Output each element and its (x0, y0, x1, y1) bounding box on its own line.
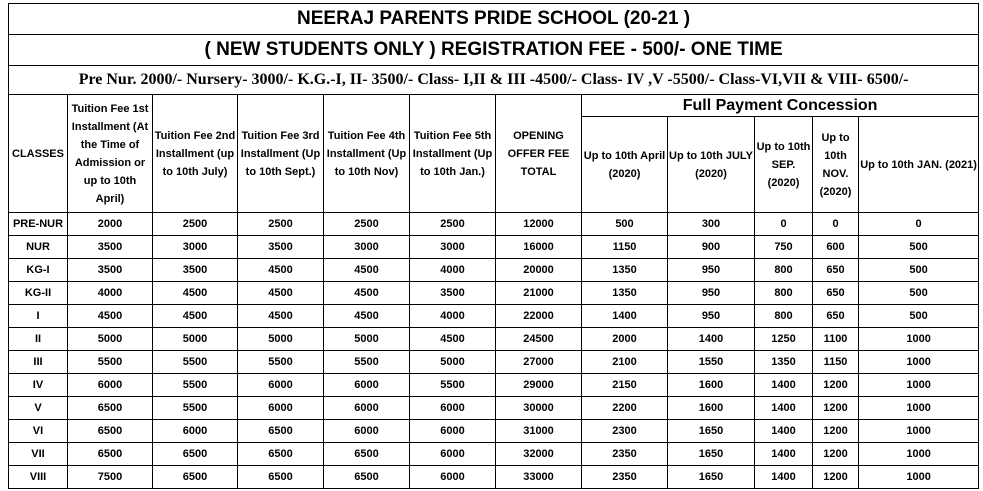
concession-april-cell[interactable]: 2300 (582, 420, 668, 443)
concession-sep-cell[interactable]: 1350 (755, 351, 813, 374)
concession-jan-cell[interactable]: 500 (859, 259, 979, 282)
class-label-cell[interactable]: II (9, 328, 68, 351)
class-label-cell[interactable]: PRE-NUR (9, 213, 68, 236)
tuition-5-cell[interactable]: 5500 (410, 374, 496, 397)
concession-july-cell[interactable]: 1600 (668, 374, 755, 397)
table-row (9, 259, 979, 282)
concession-sep-cell[interactable]: 1400 (755, 420, 813, 443)
concession-sep-cell[interactable]: 1400 (755, 443, 813, 466)
opening-total-cell[interactable]: 31000 (496, 420, 582, 443)
concession-april-cell[interactable]: 1350 (582, 282, 668, 305)
tuition-2-cell[interactable]: 6500 (153, 443, 238, 466)
tuition-2-cell[interactable]: 5000 (153, 328, 238, 351)
concession-nov-cell[interactable]: 1200 (813, 443, 859, 466)
table-row (9, 443, 979, 466)
header-full-payment-concession[interactable]: Full Payment Concession (582, 95, 979, 117)
tuition-5-cell[interactable]: 3000 (410, 236, 496, 259)
class-label-cell[interactable]: NUR (9, 236, 68, 259)
concession-july-cell[interactable]: 1650 (668, 443, 755, 466)
concession-april-cell[interactable]: 2350 (582, 466, 668, 489)
header-concession-jan[interactable]: Up to 10th JAN. (2021) (859, 117, 979, 213)
table-row (9, 236, 979, 259)
tuition-4-cell[interactable]: 6000 (324, 397, 410, 420)
concession-nov-cell[interactable]: 1150 (813, 351, 859, 374)
concession-jan-cell[interactable]: 1000 (859, 466, 979, 489)
tuition-1-cell[interactable]: 6000 (68, 374, 153, 397)
class-label-cell[interactable]: KG-II (9, 282, 68, 305)
tuition-1-cell[interactable]: 6500 (68, 443, 153, 466)
table-row (9, 351, 979, 374)
concession-july-cell[interactable]: 300 (668, 213, 755, 236)
tuition-5-cell[interactable]: 6000 (410, 443, 496, 466)
opening-total-cell[interactable]: 30000 (496, 397, 582, 420)
header-tuition-2[interactable]: Tuition Fee 2nd Installment (up to 10th July) (153, 95, 238, 213)
tuition-3-cell[interactable]: 5000 (238, 328, 324, 351)
concession-april-cell[interactable]: 2100 (582, 351, 668, 374)
class-label-cell[interactable]: KG-I (9, 259, 68, 282)
tuition-4-cell[interactable]: 4500 (324, 305, 410, 328)
class-label-cell[interactable]: I (9, 305, 68, 328)
school-title[interactable]: NEERAJ PARENTS PRIDE SCHOOL (20-21 ) (9, 4, 979, 35)
opening-total-cell[interactable]: 20000 (496, 259, 582, 282)
concession-jan-cell[interactable]: 1000 (859, 443, 979, 466)
table-row (9, 397, 979, 420)
concession-nov-cell[interactable]: 1200 (813, 397, 859, 420)
concession-nov-cell[interactable]: 1200 (813, 374, 859, 397)
tuition-4-cell[interactable]: 4500 (324, 282, 410, 305)
class-wise-fee-line[interactable]: Pre Nur. 2000/- Nursery- 3000/- K.G.-I, II- 3500/- Class- I,II & III -4500/- Class- IV ,V -5500/- Class-VI,VII & VIII- 6500/- (9, 66, 979, 95)
fee-structure-table (8, 3, 979, 489)
tuition-2-cell[interactable]: 5500 (153, 397, 238, 420)
concession-july-cell[interactable]: 900 (668, 236, 755, 259)
concession-april-cell[interactable]: 1350 (582, 259, 668, 282)
tuition-4-cell[interactable]: 2500 (324, 213, 410, 236)
concession-sep-cell[interactable]: 1400 (755, 397, 813, 420)
concession-april-cell[interactable]: 2000 (582, 328, 668, 351)
concession-jan-cell[interactable]: 500 (859, 282, 979, 305)
tuition-4-cell[interactable]: 5000 (324, 328, 410, 351)
concession-july-cell[interactable]: 950 (668, 259, 755, 282)
concession-sep-cell[interactable]: 1400 (755, 374, 813, 397)
concession-nov-cell[interactable]: 600 (813, 236, 859, 259)
concession-nov-cell[interactable]: 0 (813, 213, 859, 236)
tuition-3-cell[interactable]: 4500 (238, 305, 324, 328)
tuition-5-cell[interactable]: 5000 (410, 351, 496, 374)
tuition-4-cell[interactable]: 6000 (324, 374, 410, 397)
concession-jan-cell[interactable]: 1000 (859, 374, 979, 397)
concession-april-cell[interactable]: 2150 (582, 374, 668, 397)
opening-total-cell[interactable]: 21000 (496, 282, 582, 305)
concession-nov-cell[interactable]: 650 (813, 305, 859, 328)
table-row (9, 328, 979, 351)
concession-nov-cell[interactable]: 1200 (813, 466, 859, 489)
concession-april-cell[interactable]: 1400 (582, 305, 668, 328)
concession-sep-cell[interactable]: 800 (755, 259, 813, 282)
tuition-1-cell[interactable]: 5500 (68, 351, 153, 374)
table-row (9, 305, 979, 328)
concession-april-cell[interactable]: 2350 (582, 443, 668, 466)
class-label-cell[interactable]: III (9, 351, 68, 374)
concession-sep-cell[interactable]: 1400 (755, 466, 813, 489)
concession-july-cell[interactable]: 1600 (668, 397, 755, 420)
concession-nov-cell[interactable]: 1100 (813, 328, 859, 351)
concession-jan-cell[interactable]: 500 (859, 236, 979, 259)
concession-sep-cell[interactable]: 800 (755, 282, 813, 305)
concession-jan-cell[interactable]: 1000 (859, 328, 979, 351)
opening-total-cell[interactable]: 27000 (496, 351, 582, 374)
concession-april-cell[interactable]: 500 (582, 213, 668, 236)
tuition-4-cell[interactable]: 6500 (324, 466, 410, 489)
tuition-3-cell[interactable]: 6500 (238, 466, 324, 489)
opening-total-cell[interactable]: 16000 (496, 236, 582, 259)
concession-nov-cell[interactable]: 650 (813, 259, 859, 282)
tuition-5-cell[interactable]: 3500 (410, 282, 496, 305)
tuition-2-cell[interactable]: 4500 (153, 282, 238, 305)
concession-jan-cell[interactable]: 1000 (859, 397, 979, 420)
table-row (9, 466, 979, 489)
tuition-2-cell[interactable]: 2500 (153, 213, 238, 236)
registration-fee-note[interactable]: ( NEW STUDENTS ONLY ) REGISTRATION FEE - 500/- ONE TIME (9, 35, 979, 66)
class-label-cell[interactable]: VII (9, 443, 68, 466)
tuition-3-cell[interactable]: 4500 (238, 259, 324, 282)
header-opening-offer-total[interactable]: OPENING OFFER FEE TOTAL (496, 95, 582, 213)
tuition-5-cell[interactable]: 2500 (410, 213, 496, 236)
tuition-5-cell[interactable]: 6000 (410, 466, 496, 489)
tuition-3-cell[interactable]: 3500 (238, 236, 324, 259)
concession-sep-cell[interactable]: 800 (755, 305, 813, 328)
concession-july-cell[interactable]: 1550 (668, 351, 755, 374)
tuition-4-cell[interactable]: 6000 (324, 420, 410, 443)
header-concession-july[interactable]: Up to 10th JULY (2020) (668, 117, 755, 213)
concession-july-cell[interactable]: 1650 (668, 466, 755, 489)
registration-row (9, 35, 979, 66)
opening-total-cell[interactable]: 33000 (496, 466, 582, 489)
concession-april-cell[interactable]: 2200 (582, 397, 668, 420)
header-tuition-3[interactable]: Tuition Fee 3rd Installment (Up to 10th Sept.) (238, 95, 324, 213)
concession-april-cell[interactable]: 1150 (582, 236, 668, 259)
opening-total-cell[interactable]: 22000 (496, 305, 582, 328)
concession-sep-cell[interactable]: 0 (755, 213, 813, 236)
header-concession-sep[interactable]: Up to 10th SEP. (2020) (755, 117, 813, 213)
tuition-2-cell[interactable]: 3500 (153, 259, 238, 282)
tuition-1-cell[interactable]: 6500 (68, 420, 153, 443)
tuition-1-cell[interactable]: 3500 (68, 236, 153, 259)
concession-july-cell[interactable]: 1400 (668, 328, 755, 351)
tuition-5-cell[interactable]: 4000 (410, 259, 496, 282)
class-label-cell[interactable]: VI (9, 420, 68, 443)
concession-july-cell[interactable]: 950 (668, 305, 755, 328)
tuition-4-cell[interactable]: 3000 (324, 236, 410, 259)
tuition-3-cell[interactable]: 4500 (238, 282, 324, 305)
tuition-4-cell[interactable]: 4500 (324, 259, 410, 282)
table-row (9, 374, 979, 397)
opening-total-cell[interactable]: 12000 (496, 213, 582, 236)
tuition-1-cell[interactable]: 3500 (68, 259, 153, 282)
class-label-cell[interactable]: V (9, 397, 68, 420)
concession-sep-cell[interactable]: 1250 (755, 328, 813, 351)
tuition-1-cell[interactable]: 5000 (68, 328, 153, 351)
tuition-4-cell[interactable]: 5500 (324, 351, 410, 374)
class-label-cell[interactable]: VIII (9, 466, 68, 489)
header-tuition-1[interactable]: Tuition Fee 1st Installment (At the Time of Admission or up to 10th April) (68, 95, 153, 213)
concession-jan-cell[interactable]: 0 (859, 213, 979, 236)
tuition-1-cell[interactable]: 4500 (68, 305, 153, 328)
tuition-1-cell[interactable]: 7500 (68, 466, 153, 489)
tuition-2-cell[interactable]: 5500 (153, 374, 238, 397)
concession-jan-cell[interactable]: 1000 (859, 351, 979, 374)
concession-nov-cell[interactable]: 650 (813, 282, 859, 305)
tuition-5-cell[interactable]: 6000 (410, 420, 496, 443)
tuition-1-cell[interactable]: 6500 (68, 397, 153, 420)
header-concession-april[interactable]: Up to 10th April (2020) (582, 117, 668, 213)
tuition-5-cell[interactable]: 4000 (410, 305, 496, 328)
concession-july-cell[interactable]: 950 (668, 282, 755, 305)
table-row (9, 282, 979, 305)
header-tuition-4[interactable]: Tuition Fee 4th Installment (Up to 10th Nov) (324, 95, 410, 213)
table-row (9, 213, 979, 236)
tuition-3-cell[interactable]: 6000 (238, 374, 324, 397)
tuition-2-cell[interactable]: 6000 (153, 420, 238, 443)
tuition-3-cell[interactable]: 5500 (238, 351, 324, 374)
tuition-2-cell[interactable]: 3000 (153, 236, 238, 259)
tuition-3-cell[interactable]: 6500 (238, 420, 324, 443)
title-row (9, 4, 979, 35)
header-tuition-5[interactable]: Tuition Fee 5th Installment (Up to 10th Jan.) (410, 95, 496, 213)
class-label-cell[interactable]: IV (9, 374, 68, 397)
opening-total-cell[interactable]: 32000 (496, 443, 582, 466)
table-row (9, 420, 979, 443)
header-concession-nov[interactable]: Up to 10th NOV. (2020) (813, 117, 859, 213)
tuition-4-cell[interactable]: 6500 (324, 443, 410, 466)
concession-jan-cell[interactable]: 500 (859, 305, 979, 328)
tuition-2-cell[interactable]: 4500 (153, 305, 238, 328)
tuition-5-cell[interactable]: 4500 (410, 328, 496, 351)
tuition-3-cell[interactable]: 6500 (238, 443, 324, 466)
concession-july-cell[interactable]: 1650 (668, 420, 755, 443)
tuition-2-cell[interactable]: 5500 (153, 351, 238, 374)
tuition-2-cell[interactable]: 6500 (153, 466, 238, 489)
tuition-3-cell[interactable]: 6000 (238, 397, 324, 420)
tuition-1-cell[interactable]: 4000 (68, 282, 153, 305)
class-fees-row (9, 66, 979, 95)
concession-nov-cell[interactable]: 1200 (813, 420, 859, 443)
header-classes[interactable]: CLASSES (9, 95, 68, 213)
concession-sep-cell[interactable]: 750 (755, 236, 813, 259)
opening-total-cell[interactable]: 29000 (496, 374, 582, 397)
opening-total-cell[interactable]: 24500 (496, 328, 582, 351)
tuition-1-cell[interactable]: 2000 (68, 213, 153, 236)
tuition-5-cell[interactable]: 6000 (410, 397, 496, 420)
tuition-3-cell[interactable]: 2500 (238, 213, 324, 236)
concession-jan-cell[interactable]: 1000 (859, 420, 979, 443)
header-row (9, 95, 979, 117)
